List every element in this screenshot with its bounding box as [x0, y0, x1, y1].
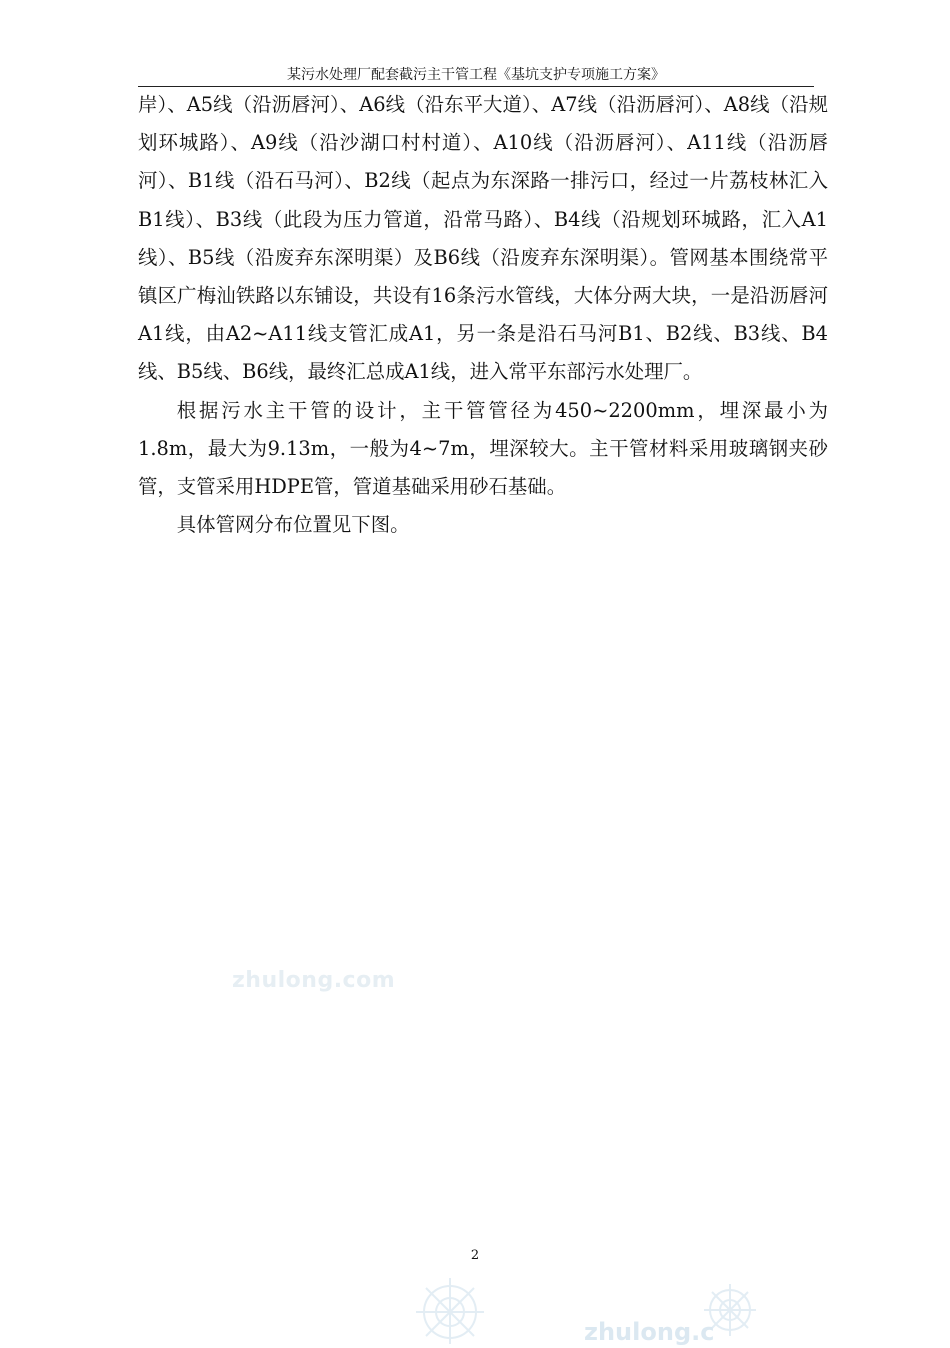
body-paragraph-1: 岸）、A5线（沿沥唇河）、A6线（沿东平大道）、A7线（沿沥唇河）、A8线（沿规划环城路）、A9线（沿沙湖口村村道）、A10线（沿沥唇河）、A11线（沿沥唇河）、B1线（沿石马河）、B2线（起点为东深路一排污口，经过一片荔枝林汇入B1线）、B3线（此段为压力管道，沿常马路）、B4线（沿规划环城路，汇入A1线）、B5线（沿废弃东深明渠）及B6线（沿废弃东深明渠）。管网基本围绕常平镇区广梅汕铁路以东铺设，共设有16条污水管线，大体分两大块，一是沿沥唇河A1线，由A2~A11线支管汇成A1，另一条是沿石马河B1、B2线、B3线、B4线、B5线、B6线，最终汇总成A1线，进入常平东部污水处理厂。 — [138, 93, 828, 384]
watermark-text: zhulong.com — [232, 968, 396, 993]
document-body — [138, 86, 828, 544]
body-paragraph-2: 根据污水主干管的设计，主干管管径为450~2200mm，埋深最小为1.8m，最大为9.13m，一般为4~7m，埋深较大。主干管材料采用玻璃钢夹砂管，支管采用HDPE管，管道基础采用砂石基础。 — [138, 398, 828, 499]
document-header: 某污水处理厂配套截污主干管工程《基坑支护专项施工方案》 — [287, 67, 665, 83]
watermark-logo-text: zhulong.c — [584, 1318, 715, 1346]
page-number: 2 — [470, 1248, 480, 1263]
body-paragraph-3: 具体管网分布位置见下图。 — [176, 513, 410, 537]
watermark-logo — [400, 1270, 850, 1344]
